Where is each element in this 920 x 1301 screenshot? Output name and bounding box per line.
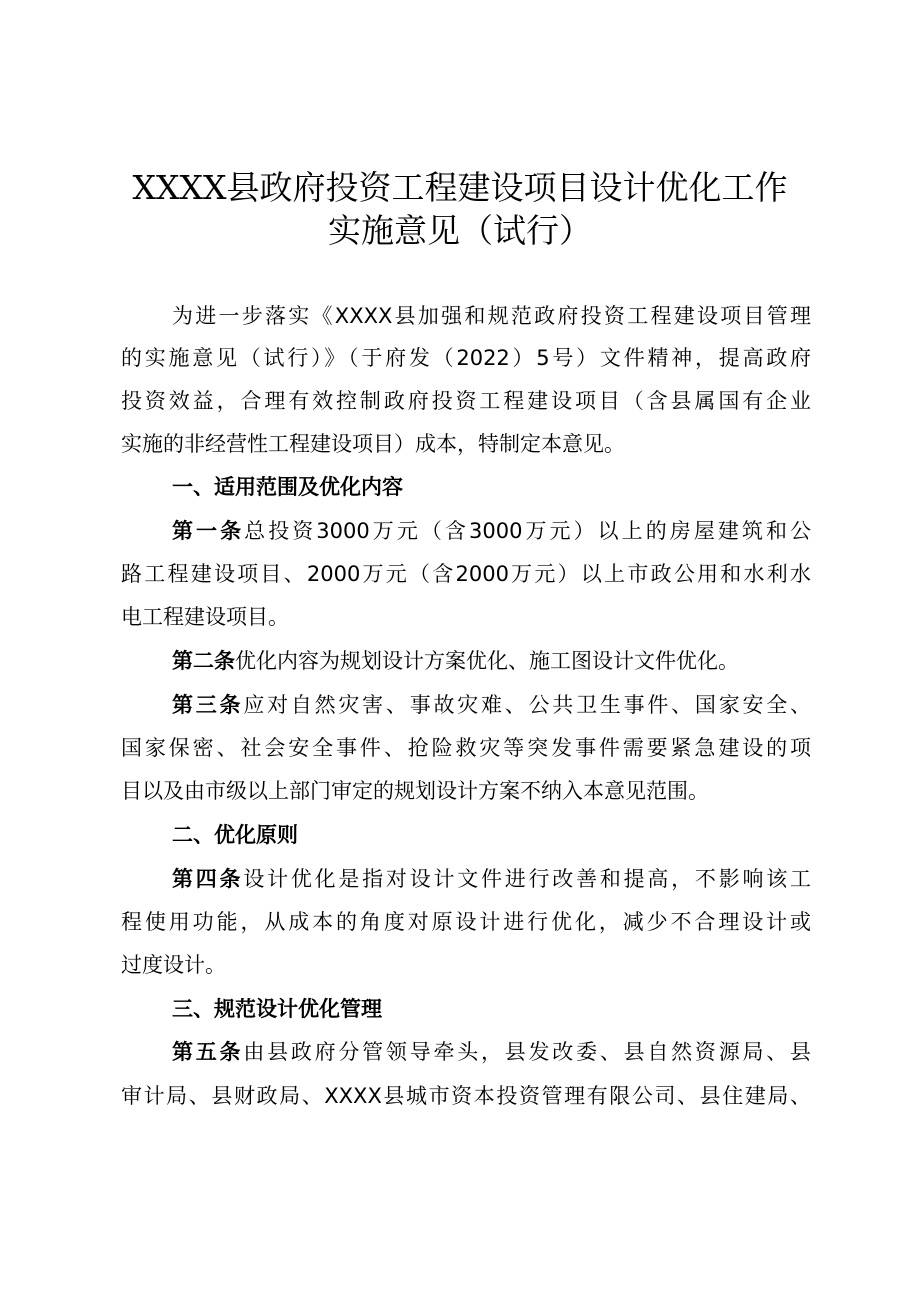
section-heading-2: 二、优化原则 <box>172 823 298 847</box>
article-2-label: 第二条 <box>172 649 235 673</box>
article-5-line-1 <box>172 1031 811 1073</box>
article-1-label: 第一条 <box>172 519 245 543</box>
intro-line-3: 投资效益，合理有效控制政府投资工程建设项目（含县属国有企业 <box>121 389 811 413</box>
article-5-line-2: 审计局、县财政局、XXXX县城市资本投资管理有限公司、县住建局、 <box>121 1084 811 1108</box>
article-5-label: 第五条 <box>172 1040 244 1064</box>
article-5-text: 由县政府分管领导牵头，县发改委、县自然资源局、县 <box>243 1040 812 1064</box>
article-3-line-1 <box>172 684 811 726</box>
document-title-line-2: 实施意见（试行） <box>328 211 592 250</box>
article-3-label: 第三条 <box>172 693 244 717</box>
intro-line-1: 为进一步落实《XXXX县加强和规范政府投资工程建设项目管理 <box>172 304 811 328</box>
section-heading-3: 三、规范设计优化管理 <box>172 997 382 1021</box>
article-2-line-1 <box>172 640 811 682</box>
article-3-line-2: 国家保密、社会安全事件、抢险救灾等突发事件需要紧急建设的项 <box>121 736 811 760</box>
article-3-line-3: 目以及由市级以上部门审定的规划设计方案不纳入本意见范围。 <box>121 779 709 803</box>
article-3-text: 应对自然灾害、事故灾难、公共卫生事件、国家安全、 <box>243 693 812 717</box>
article-4-text: 设计优化是指对设计文件进行改善和提高，不影响该工 <box>243 867 812 891</box>
article-1-line-2: 路工程建设项目、2000万元（含2000万元）以上市政公用和水利水 <box>121 562 811 586</box>
intro-line-4: 实施的非经营性工程建设项目）成本，特制定本意见。 <box>121 432 625 456</box>
article-4-line-2: 程使用功能，从成本的角度对原设计进行优化，减少不合理设计或 <box>121 910 811 934</box>
article-1-line-3: 电工程建设项目。 <box>121 605 289 629</box>
article-4-line-3: 过度设计。 <box>121 953 226 977</box>
article-2-text: 优化内容为规划设计方案优化、施工图设计文件优化。 <box>235 649 739 673</box>
article-1-line-1 <box>172 510 811 552</box>
article-1-text: 总投资3000万元（含3000万元）以上的房屋建筑和公 <box>244 519 812 543</box>
section-heading-1: 一、适用范围及优化内容 <box>172 475 403 499</box>
article-4-line-1 <box>172 858 811 900</box>
document-title-line-1: XXXX县政府投资工程建设项目设计优化工作 <box>132 168 788 207</box>
article-4-label: 第四条 <box>172 867 244 891</box>
intro-line-2: 的实施意见（试行）》（于府发（2022）5号）文件精神，提高政府 <box>121 346 811 370</box>
